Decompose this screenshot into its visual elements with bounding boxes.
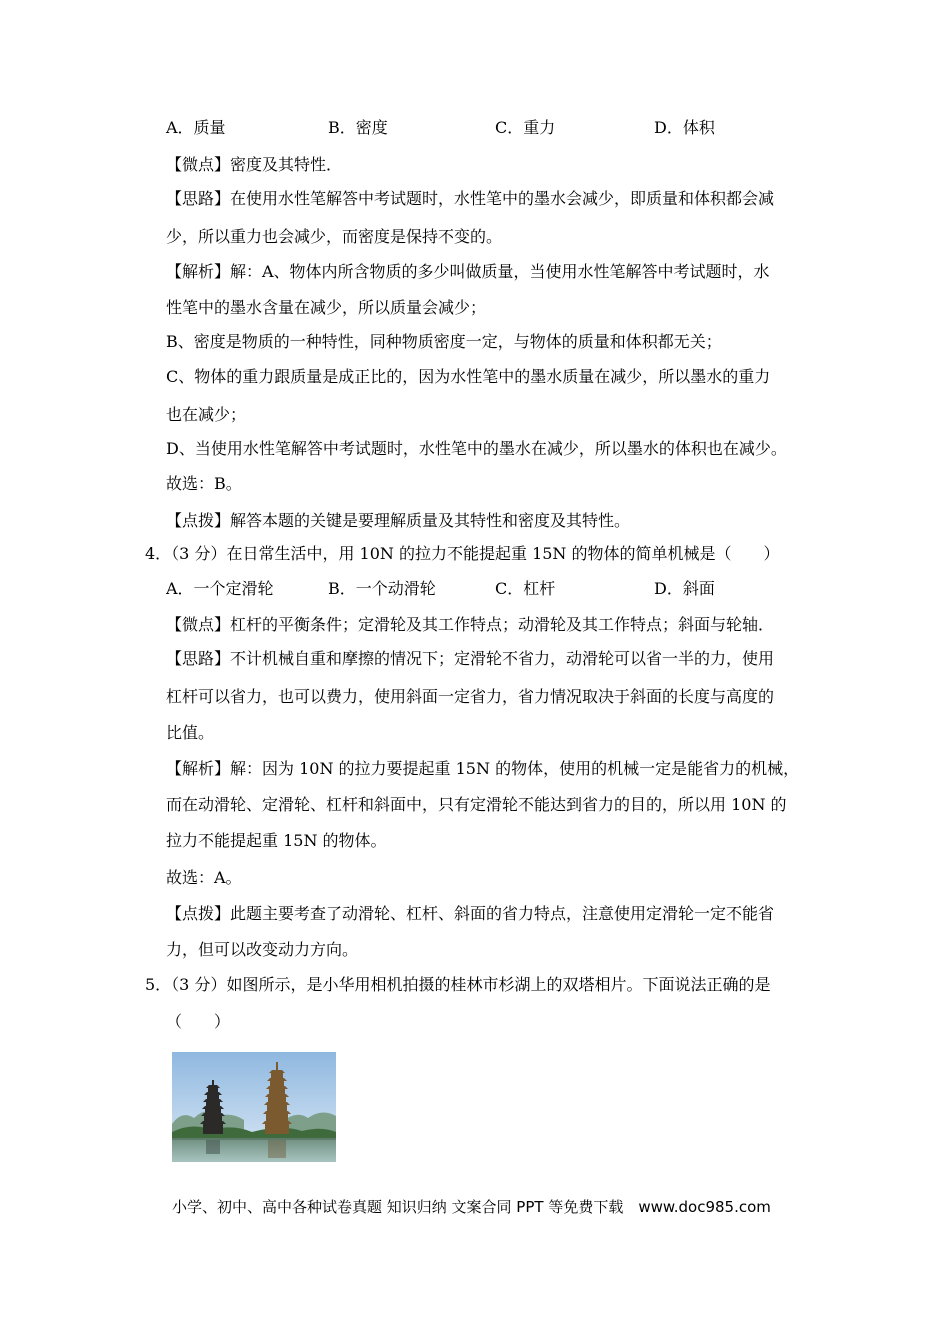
q4-option-a: A．一个定滑轮 [166,579,274,598]
q3-jiexi-line-3: B、密度是物质的一种特性，同种物质密度一定，与物体的质量和体积都无关； [166,332,722,351]
q3-jiexi-line-4: C、物体的重力跟质量是成正比的，因为水性笔中的墨水质量在减少，所以墨水的重力 [166,367,771,386]
q4-dianbo-line-1: 【点拨】此题主要考查了动滑轮、杠杆、斜面的省力特点，注意使用定滑轮一定不能省 [166,904,775,923]
q5-stem: 5．（3 分）如图所示，是小华用相机拍摄的桂林市杉湖上的双塔相片。下面说法正确的是 [145,975,771,994]
footer-ad: 小学、初中、高中各种试卷真题 知识归纳 文案合同 PPT 等免费下载 www.doc985.com [172,1198,771,1216]
q4-jiexi-line-3: 拉力不能提起重 15N 的物体。 [166,831,387,850]
q3-jiexi-line-5: 也在减少； [166,405,247,424]
q4-jiexi-line-2: 而在动滑轮、定滑轮、杠杆和斜面中，只有定滑轮不能达到省力的目的，所以用 10N 的 [166,795,787,814]
q4-silu-line-2: 杠杆可以省力，也可以费力，使用斜面一定省力，省力情况取决于斜面的长度与高度的 [166,687,775,706]
q4-silu-line-3: 比值。 [166,723,215,742]
q4-option-c: C．杠杆 [495,579,556,598]
q3-weidian: 【微点】密度及其特性． [166,155,343,174]
q5-answer-paren: （ ） [166,1012,231,1031]
q4-option-b: B．一个动滑轮 [328,579,436,598]
q4-jiexi-line-1: 【解析】解：因为 10N 的拉力要提起重 15N 的物体，使用的机械一定是能省力的机械， [166,759,800,778]
q3-option-c: C．重力 [495,118,556,137]
q3-silu-line-1: 【思路】在使用水性笔解答中考试题时，水性笔中的墨水会减少，即质量和体积都会减 [166,189,775,208]
twin-pagodas-photo [172,1052,336,1162]
q3-option-a: A．质量 [166,118,226,137]
q4-answer: 故选：A。 [166,868,242,887]
q3-answer: 故选：B。 [166,474,242,493]
q4-silu-line-1: 【思路】不计机械自重和摩擦的情况下；定滑轮不省力，动滑轮可以省一半的力，使用 [166,649,775,668]
q4-weidian: 【微点】杠杆的平衡条件；定滑轮及其工作特点；动滑轮及其工作特点；斜面与轮轴． [166,615,775,634]
q3-jiexi-line-1: 【解析】解：A、物体内所含物质的多少叫做质量，当使用水性笔解答中考试题时，水 [166,262,770,281]
q4-dianbo-line-2: 力，但可以改变动力方向。 [166,940,359,959]
q3-silu-line-2: 少，所以重力也会减少，而密度是保持不变的。 [166,227,503,246]
q4-option-d: D．斜面 [654,579,715,598]
q3-option-d: D．体积 [654,118,715,137]
q4-stem: 4．（3 分）在日常生活中，用 10N 的拉力不能提起重 15N 的物体的简单机械是（ ） [145,544,780,563]
q3-dianbo: 【点拨】解答本题的关键是要理解质量及其特性和密度及其特性。 [166,511,631,530]
q3-option-b: B．密度 [328,118,388,137]
q3-jiexi-line-2: 性笔中的墨水含量在减少，所以质量会减少； [166,298,487,317]
q3-jiexi-line-6: D、当使用水性笔解答中考试题时，水性笔中的墨水在减少，所以墨水的体积也在减少。 [166,439,787,458]
